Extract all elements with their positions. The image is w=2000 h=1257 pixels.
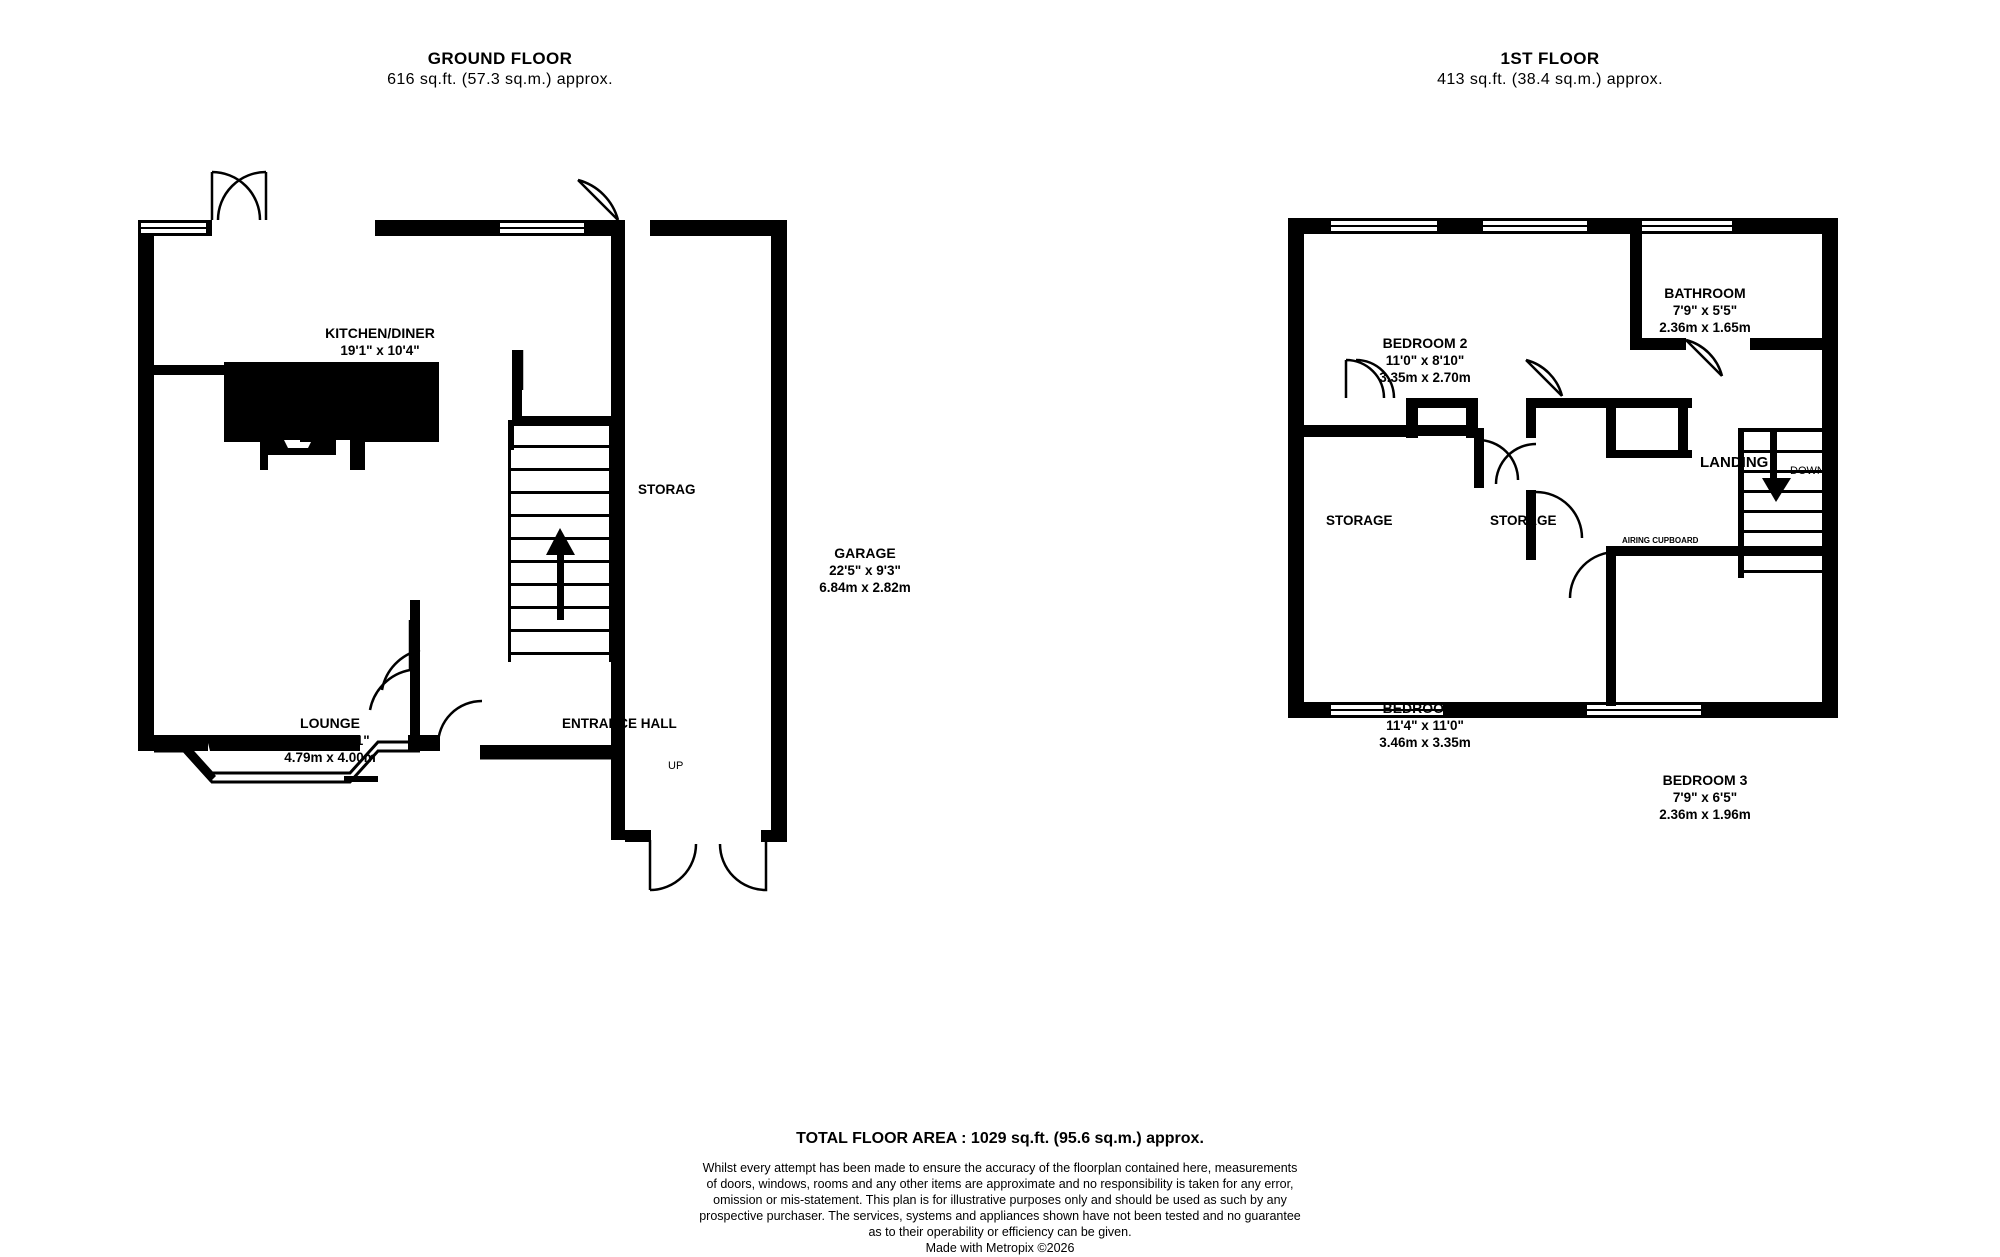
- ground-floor-title: [250, 48, 750, 90]
- total-floor-area-text: TOTAL FLOOR AREA : 1029 sq.ft. (95.6 sq.m.) approx.: [796, 1130, 1204, 1147]
- room-label-garage: [755, 545, 975, 596]
- room-label-bedroom-3: [1590, 772, 1820, 823]
- disclaimer-line-4: prospective purchaser. The services, systems and appliances shown have not been tested and no guarantee: [699, 1209, 1301, 1223]
- bathroom-dim-metric: 2.36m x 1.65m: [1659, 320, 1751, 335]
- lounge-name: LOUNGE: [300, 715, 360, 731]
- made-with-credit: Made with Metropix ©2026: [925, 1241, 1075, 1255]
- bathroom-dim-imperial: 7'9" x 5'5": [1672, 303, 1738, 318]
- bedroom-1-dim-imperial: 11'4" x 11'0": [1386, 718, 1464, 733]
- room-label-bedroom-2: [1310, 335, 1540, 386]
- kitchen-diner-dim-imperial: 19'1" x 10'4": [340, 343, 420, 358]
- bedroom-1-dim-metric: 3.46m x 3.35m: [1379, 735, 1471, 750]
- first-floor-title: [1330, 48, 1770, 90]
- label-ground-storage: STORAG: [638, 482, 696, 497]
- kitchen-diner-name: KITCHEN/DINER: [325, 325, 435, 341]
- lounge-dim-metric: 4.79m x 4.00m: [284, 750, 376, 765]
- footer-disclaimer: [0, 1160, 2000, 1257]
- first-floor-title-text: 1ST FLOOR: [1500, 49, 1600, 68]
- disclaimer-line-2: of doors, windows, rooms and any other items are approximate and no responsibility is taken for any error,: [706, 1177, 1294, 1191]
- label-storage-right: STORAGE: [1490, 513, 1557, 528]
- bedroom-3-dim-imperial: 7'9" x 6'5": [1672, 790, 1738, 805]
- garage-dim-imperial: 22'5" x 9'3": [829, 563, 901, 578]
- garage-dim-metric: 6.84m x 2.82m: [819, 580, 911, 595]
- label-entrance-hall: ENTRANCE HALL: [562, 716, 677, 731]
- bedroom-1-name: BEDROOM 1: [1382, 700, 1468, 716]
- bedroom-2-name: BEDROOM 2: [1382, 335, 1468, 351]
- ground-floor-area-text: 616 sq.ft. (57.3 sq.m.) approx.: [387, 71, 613, 88]
- bedroom-3-dim-metric: 2.36m x 1.96m: [1659, 807, 1751, 822]
- room-label-bedroom-1: [1310, 700, 1540, 751]
- bedroom-2-dim-imperial: 11'0" x 8'10": [1385, 353, 1465, 368]
- kitchen-diner-dim-metric: 5.82m x 3.15m: [334, 360, 426, 375]
- room-label-kitchen-diner: [250, 325, 510, 376]
- label-storage-left: STORAGE: [1326, 513, 1393, 528]
- disclaimer-line-1: Whilst every attempt has been made to ensure the accuracy of the floorplan contained here, measurements: [702, 1161, 1298, 1175]
- label-airing-cupboard: AIRING CUPBOARD: [1622, 536, 1699, 545]
- bedroom-2-dim-metric: 3.35m x 2.70m: [1379, 370, 1471, 385]
- first-floor-svg: [1270, 200, 1890, 760]
- footer-total-area: [0, 1128, 2000, 1150]
- disclaimer-line-5: as to their operability or efficiency can be given.: [868, 1225, 1132, 1239]
- label-stairs-up: UP: [668, 760, 684, 772]
- garage-name: GARAGE: [834, 545, 896, 561]
- room-label-bathroom: [1590, 285, 1820, 336]
- garage-opening: [625, 830, 787, 842]
- lounge-dim-imperial: 15'9" x 13'1": [290, 733, 370, 748]
- first-floor-plan: [1270, 200, 1890, 760]
- label-landing: LANDING: [1700, 454, 1769, 471]
- disclaimer-line-3: omission or mis-statement. This plan is for illustrative purposes only and should be used as such by any: [713, 1193, 1287, 1207]
- bathroom-name: BATHROOM: [1664, 285, 1746, 301]
- ground-floor-title-text: GROUND FLOOR: [427, 49, 573, 68]
- label-stairs-down: DOWN: [1790, 465, 1825, 477]
- room-label-lounge: [220, 715, 440, 766]
- bedroom-3-name: BEDROOM 3: [1662, 772, 1748, 788]
- first-floor-area-text: 413 sq.ft. (38.4 sq.m.) approx.: [1437, 71, 1663, 88]
